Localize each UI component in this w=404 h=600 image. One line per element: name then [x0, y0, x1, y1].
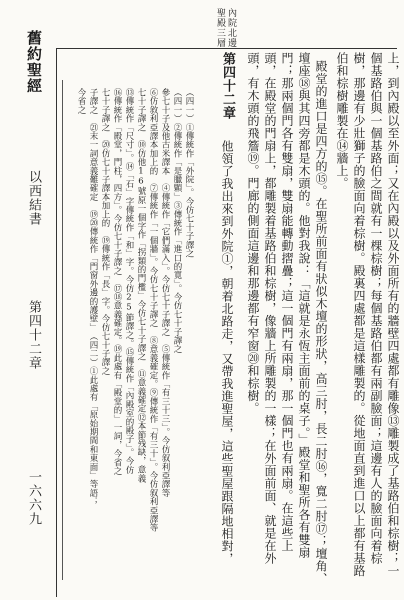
footnote-top: （四一）①傳統作「外院」。今仿七十子譯之: [184, 88, 194, 258]
body-line: 伯和棕樹雕製在⑭牆上。: [335, 52, 349, 190]
footnote-line: ⑥仿敘利亞譯本加上的 ⑦傳統作「一個牆」。今仿七十子譯之 ⑧意義確定。⑨傳統作「有三十」。今仿叙利亞譯等: [148, 88, 158, 532]
body-line: 壇座⑱與其四旁都是木頭的。他對我說：「這就是永恆主面前的桌子。」殿堂和聖所各有雙扇: [297, 52, 311, 559]
chapter-title: 第四十二章: [220, 52, 235, 120]
running-header-line: 聖殿三層: [215, 8, 225, 48]
book-title: 舊約聖經: [25, 30, 43, 94]
page-number: 一六六九: [26, 470, 41, 526]
running-header: [214, 8, 236, 48]
footnote-line: 子譯之 ㉑末一詞意義難確定 ⑲⑳傳統作「門窗外邊的護壁」 （四二）①此處有「原始期間和東面」等語；: [88, 88, 98, 506]
footnote-line: （四一）②傳統作「是臘顆」③傳統作「進口的寬」。今仿七十子譯之: [172, 88, 182, 354]
body-line: 殿堂的進口是四方的⑮。在聖所前面有狀似木壇的形狀，高三肘，長二肘⑯，寬二肘⑰；壇角、: [314, 60, 328, 585]
body-line: 門；那兩個門各有雙扇，雙扇能轉動摺疊；這一個門有兩扇，那一個門也有兩扇。在這些上: [280, 52, 294, 552]
body-line: 他領了我出來到外院①，朝着北路走，又帶我進聖屋，這些聖屋跟隔地相對，: [220, 140, 234, 565]
footnote-line: ⑯傳統作「殿堂，門柱，四方」。今仿七十子譯之 ⑰⑱意義確定。⑲此處有「殿堂的」一詞，今省之: [112, 88, 122, 476]
body-line: 頭，有木頭的飛簷⑲。門廊的側面這邊和那邊都有窄窗⑳和棕樹。: [246, 52, 260, 415]
chapter-label: 第四十二章: [26, 300, 41, 370]
footnote-line: 參七十子及他古米譯本 ④傳統作「它們滿入」。今仿七十子譯之 ⑤傳統作「有三十三」。今仿叙利亞譯等: [160, 88, 170, 498]
footnote-line: 七十子譯之 ⑳仿七十子譯本加上的 ⑲傳統作「長」字。今仿七十子譯之: [100, 88, 110, 376]
footnote-line: 今省之: [76, 88, 86, 115]
body-line: 上，到內殿以至外面；又在內殿以及外面所有的牆壁四處都有雕像⑬雕製成了基路伯和棕樹；一: [386, 52, 400, 577]
body-line: 個基路伯與一個基路伯之間就有一棵棕樹；每個基路伯都有兩副臉面；這邊有人的臉面向着棕: [369, 52, 383, 565]
footnote-line: 七十子譯之 ⑩仿他16號原一個字作「拐類的門檻」今仿七十子譯之 ⑪意義確定⑫本節残缺，意義: [136, 88, 146, 483]
body-line: 頭，在殿堂的門扇上，都雕製着基路伯和棕樹，像牆上所雕製的一樣；在外面前面、就是在外: [263, 52, 277, 565]
book-subtitle: 以西結書: [26, 170, 41, 226]
running-header-line: 內院北邊: [226, 8, 236, 48]
footnote-line: ⑬傳統作「尺寸」。⑭「石」字傳統作「和」字。今仿25節譯之。⑮傳統作「內殿室的殿子」。今仿: [124, 88, 134, 474]
body-line: 樹，那邊有少壯獅子的臉面向着棕樹。殿裏四處都是這樣雕製的。從地面直到進口以上都有基路: [352, 52, 366, 577]
